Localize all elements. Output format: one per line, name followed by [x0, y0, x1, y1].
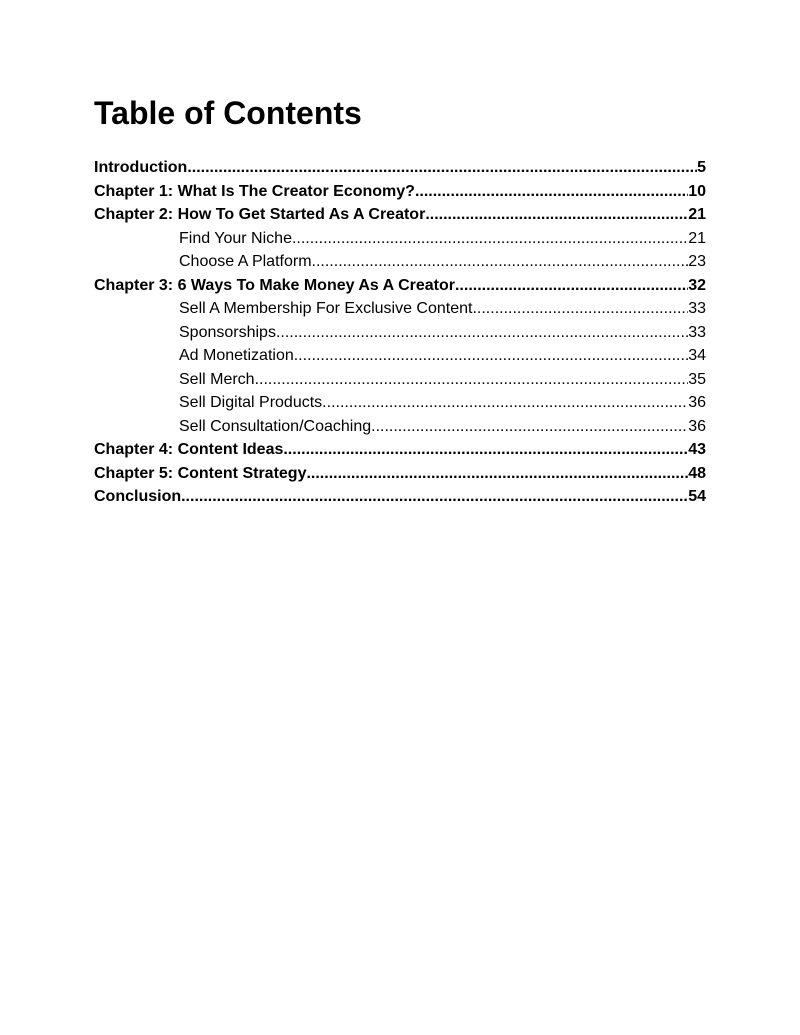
- toc-dot-leader: [425, 203, 688, 227]
- toc-entry-page-number: 35: [688, 370, 706, 388]
- toc-entry[interactable]: [94, 485, 706, 509]
- toc-list: [94, 156, 706, 509]
- toc-entry[interactable]: [94, 415, 706, 439]
- toc-dot-leader: [181, 485, 688, 509]
- toc-entry-page-number: 21: [688, 229, 706, 247]
- toc-entry-label: Find Your Niche: [179, 229, 292, 247]
- toc-entry-page-number: 32: [688, 276, 706, 294]
- toc-entry-label: Sell Digital Products: [179, 394, 323, 411]
- toc-dot-leader: [415, 180, 688, 204]
- toc-entry-label: Chapter 4: Content Ideas: [94, 441, 284, 458]
- toc-dot-leader: [455, 274, 688, 298]
- toc-entry[interactable]: [94, 391, 706, 415]
- toc-entry[interactable]: [94, 156, 706, 180]
- toc-entry[interactable]: [94, 297, 706, 321]
- toc-entry-page-number: 23: [688, 253, 706, 270]
- toc-entry[interactable]: [94, 203, 706, 227]
- toc-entry[interactable]: [94, 227, 706, 251]
- toc-dot-leader: [472, 297, 688, 321]
- page-title: Table of Contents: [94, 95, 362, 131]
- toc-entry-page-number: 21: [688, 206, 706, 223]
- toc-dot-leader: [187, 156, 697, 180]
- toc-dot-leader: [312, 250, 689, 274]
- toc-entry-page-number: 43: [688, 441, 706, 458]
- toc-entry[interactable]: [94, 274, 706, 298]
- toc-dot-leader: [322, 391, 688, 415]
- toc-entry-page-number: 36: [688, 394, 706, 411]
- toc-entry-page-number: 33: [688, 300, 706, 317]
- toc-dot-leader: [294, 344, 688, 368]
- toc-entry[interactable]: [94, 321, 706, 345]
- toc-entry-label: Sell Merch: [179, 370, 255, 388]
- toc-dot-leader: [292, 227, 688, 251]
- toc-entry-label: Sell Consultation/Coaching: [179, 417, 372, 435]
- toc-entry-label: Introduction: [94, 159, 188, 176]
- toc-entry-label: Sell A Membership For Exclusive Content: [179, 300, 473, 317]
- toc-entry-label: Ad Monetization: [179, 347, 294, 364]
- toc-entry[interactable]: [94, 462, 706, 486]
- toc-entry[interactable]: [94, 250, 706, 274]
- toc-entry-label: Chapter 1: What Is The Creator Economy?: [94, 182, 415, 200]
- toc-entry-page-number: 48: [688, 464, 706, 482]
- toc-dot-leader: [371, 415, 688, 439]
- toc-entry-page-number: 34: [688, 347, 706, 364]
- toc-entry-page-number: 10: [688, 182, 706, 200]
- toc-entry[interactable]: [94, 344, 706, 368]
- toc-entry-label: Choose A Platform: [179, 253, 312, 270]
- toc-entry-label: Chapter 5: Content Strategy: [94, 464, 307, 482]
- toc-dot-leader: [276, 321, 688, 345]
- toc-dot-leader: [283, 438, 688, 462]
- toc-dot-leader: [255, 368, 689, 392]
- toc-entry-page-number: 5: [697, 159, 706, 176]
- toc-entry[interactable]: [94, 438, 706, 462]
- toc-entry-label: Sponsorships: [179, 323, 276, 341]
- toc-entry-label: Chapter 3: 6 Ways To Make Money As A Creator: [94, 276, 455, 294]
- toc-entry-label: Chapter 2: How To Get Started As A Creator: [94, 206, 426, 223]
- toc-entry-page-number: 54: [688, 488, 706, 505]
- toc-dot-leader: [306, 462, 688, 486]
- toc-entry-label: Conclusion: [94, 488, 182, 505]
- toc-entry[interactable]: [94, 180, 706, 204]
- toc-entry-page-number: 33: [688, 323, 706, 341]
- toc-entry[interactable]: [94, 368, 706, 392]
- toc-entry-page-number: 36: [688, 417, 706, 435]
